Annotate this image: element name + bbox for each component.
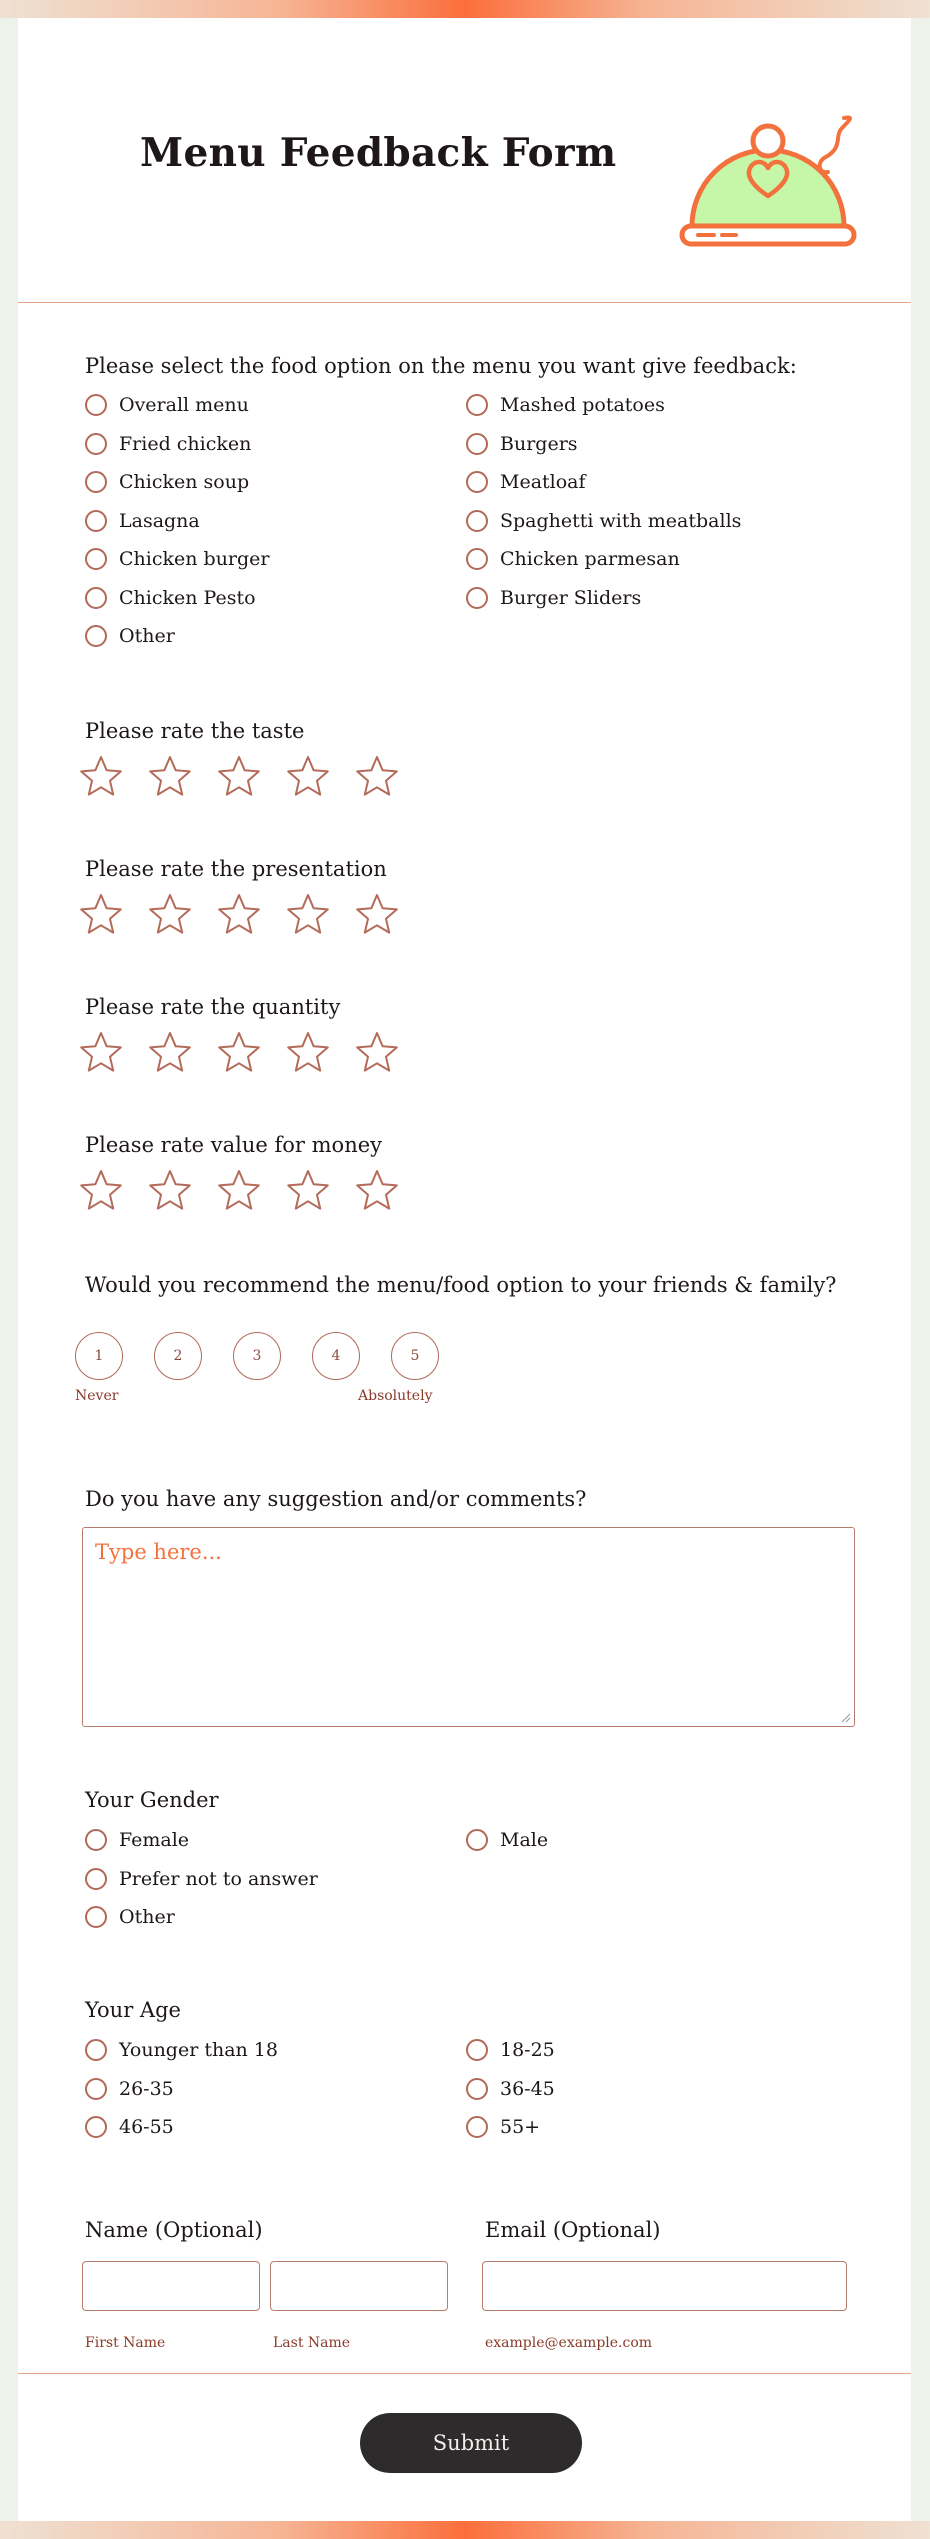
radio-button[interactable]: [85, 1829, 107, 1851]
food-option[interactable]: [85, 548, 270, 570]
food-option[interactable]: [85, 625, 175, 647]
radio-button[interactable]: [85, 510, 107, 532]
scale-option-5[interactable]: 5: [391, 1332, 439, 1380]
value-question-label: Please rate value for money: [85, 1133, 383, 1157]
scale-option-1[interactable]: 1: [75, 1332, 123, 1380]
food-option-label: Burgers: [500, 432, 578, 455]
taste-question-label: Please rate the taste: [85, 719, 305, 743]
gender-option-label: Male: [500, 1829, 549, 1851]
food-option[interactable]: [85, 433, 251, 455]
email-input[interactable]: [482, 2261, 847, 2311]
food-option-label: Fried chicken: [119, 432, 252, 455]
recommend-question-label: Would you recommend the menu/food option to your friends & family?: [85, 1273, 837, 1297]
radio-button[interactable]: [85, 2116, 107, 2138]
food-option[interactable]: [85, 510, 200, 532]
star-icon[interactable]: [285, 1029, 331, 1075]
star-icon[interactable]: [78, 891, 124, 937]
food-option-label: Lasagna: [119, 509, 200, 532]
email-hint: example@example.com: [485, 2335, 653, 2351]
star-icon[interactable]: [78, 1029, 124, 1075]
age-option-label: 26-35: [119, 2077, 174, 2100]
scale-min-label: Never: [75, 1388, 119, 1404]
taste-rating[interactable]: [78, 753, 423, 799]
radio-button[interactable]: [85, 548, 107, 570]
food-option-label: Chicken burger: [119, 548, 270, 570]
gender-option[interactable]: [85, 1868, 318, 1890]
star-icon[interactable]: [216, 891, 262, 937]
email-question-label: Email (Optional): [485, 2218, 661, 2242]
name-question-label: Name (Optional): [85, 2218, 263, 2242]
star-icon[interactable]: [147, 1029, 193, 1075]
food-cloche-icon: [658, 96, 858, 256]
star-icon[interactable]: [216, 1029, 262, 1075]
food-option-label: Chicken parmesan: [500, 548, 680, 570]
age-option[interactable]: [85, 2116, 174, 2138]
star-icon[interactable]: [147, 891, 193, 937]
food-option[interactable]: [85, 471, 249, 493]
food-option-label: Mashed potatoes: [500, 394, 665, 416]
presentation-question-label: Please rate the presentation: [85, 857, 387, 881]
top-gradient-bar: [0, 0, 930, 18]
star-icon[interactable]: [285, 1167, 331, 1213]
age-option[interactable]: [466, 2116, 540, 2138]
star-icon[interactable]: [354, 1167, 400, 1213]
radio-button[interactable]: [85, 2039, 107, 2061]
food-option[interactable]: [466, 587, 641, 609]
food-option[interactable]: [466, 471, 586, 493]
scale-max-label: Absolutely: [358, 1388, 433, 1404]
gender-option[interactable]: [85, 1829, 189, 1851]
age-option[interactable]: [85, 2039, 278, 2061]
age-option-label: 36-45: [500, 2077, 555, 2100]
age-option-label: Younger than 18: [119, 2039, 278, 2061]
food-option-label: Chicken soup: [119, 471, 250, 493]
radio-button[interactable]: [85, 394, 107, 416]
radio-button[interactable]: [466, 2039, 488, 2061]
radio-button[interactable]: [85, 1906, 107, 1928]
food-option-label: Other: [119, 625, 175, 647]
food-question-label: Please select the food option on the menu you want give feedback:: [85, 354, 797, 378]
star-icon[interactable]: [216, 1167, 262, 1213]
radio-button[interactable]: [85, 1868, 107, 1890]
food-option-label: Burger Sliders: [500, 586, 642, 609]
gender-option[interactable]: [466, 1829, 548, 1851]
last-name-label: Last Name: [273, 2335, 351, 2351]
value-rating[interactable]: [78, 1167, 423, 1213]
age-option-label: 18-25: [500, 2039, 555, 2061]
food-option[interactable]: [85, 587, 256, 609]
bottom-gradient-bar: [0, 2521, 930, 2539]
food-option[interactable]: [85, 394, 249, 416]
food-option-label: Chicken Pesto: [119, 586, 256, 609]
star-icon[interactable]: [285, 753, 331, 799]
star-icon[interactable]: [78, 1167, 124, 1213]
radio-button[interactable]: [466, 394, 488, 416]
radio-button[interactable]: [466, 510, 488, 532]
gender-question-label: Your Gender: [85, 1788, 219, 1812]
radio-button[interactable]: [85, 433, 107, 455]
age-question-label: Your Age: [85, 1998, 181, 2022]
star-icon[interactable]: [285, 891, 331, 937]
age-option[interactable]: [466, 2039, 555, 2061]
food-option[interactable]: [466, 394, 665, 416]
last-name-input[interactable]: [270, 2261, 448, 2311]
food-option-label: Overall menu: [119, 394, 249, 416]
age-option-label: 46-55: [119, 2116, 174, 2138]
quantity-rating[interactable]: [78, 1029, 423, 1075]
radio-button[interactable]: [466, 2078, 488, 2100]
radio-button[interactable]: [466, 433, 488, 455]
radio-button[interactable]: [85, 587, 107, 609]
food-option-label: Meatloaf: [500, 471, 586, 493]
quantity-question-label: Please rate the quantity: [85, 995, 341, 1019]
form-header: [18, 18, 911, 303]
comments-placeholder: Type here...: [95, 1540, 222, 1564]
scale-option-2[interactable]: 2: [154, 1332, 202, 1380]
gender-option-label: Prefer not to answer: [119, 1867, 318, 1890]
star-icon[interactable]: [354, 753, 400, 799]
radio-button[interactable]: [466, 548, 488, 570]
first-name-label: First Name: [85, 2335, 166, 2351]
scale-option-3[interactable]: 3: [233, 1332, 281, 1380]
radio-button[interactable]: [85, 2078, 107, 2100]
scale-option-4[interactable]: 4: [312, 1332, 360, 1380]
comments-textarea[interactable]: [82, 1527, 855, 1727]
radio-button[interactable]: [466, 471, 488, 493]
age-option[interactable]: [466, 2078, 555, 2100]
food-option-label: Spaghetti with meatballs: [500, 509, 742, 532]
radio-button[interactable]: [85, 625, 107, 647]
age-option-label: 55+: [500, 2116, 541, 2138]
submit-button[interactable]: Submit: [360, 2413, 582, 2473]
star-icon[interactable]: [147, 1167, 193, 1213]
presentation-rating[interactable]: [78, 891, 423, 937]
star-icon[interactable]: [147, 753, 193, 799]
radio-button[interactable]: [466, 2116, 488, 2138]
food-option[interactable]: [466, 510, 741, 532]
star-icon[interactable]: [354, 1029, 400, 1075]
food-option[interactable]: [466, 433, 578, 455]
radio-button[interactable]: [466, 1829, 488, 1851]
food-option[interactable]: [466, 548, 680, 570]
gender-option[interactable]: [85, 1906, 175, 1928]
gender-option-label: Female: [119, 1829, 190, 1851]
form-card: [18, 18, 911, 2521]
comments-question-label: Do you have any suggestion and/or comments?: [85, 1487, 587, 1511]
resize-handle-icon[interactable]: [841, 1713, 851, 1723]
gender-option-label: Other: [119, 1906, 175, 1928]
form-footer: [18, 2373, 911, 2522]
radio-button[interactable]: [85, 471, 107, 493]
age-option[interactable]: [85, 2078, 174, 2100]
star-icon[interactable]: [216, 753, 262, 799]
first-name-input[interactable]: [82, 2261, 260, 2311]
star-icon[interactable]: [78, 753, 124, 799]
form-title: Menu Feedback Form: [140, 130, 617, 176]
star-icon[interactable]: [354, 891, 400, 937]
radio-button[interactable]: [466, 587, 488, 609]
